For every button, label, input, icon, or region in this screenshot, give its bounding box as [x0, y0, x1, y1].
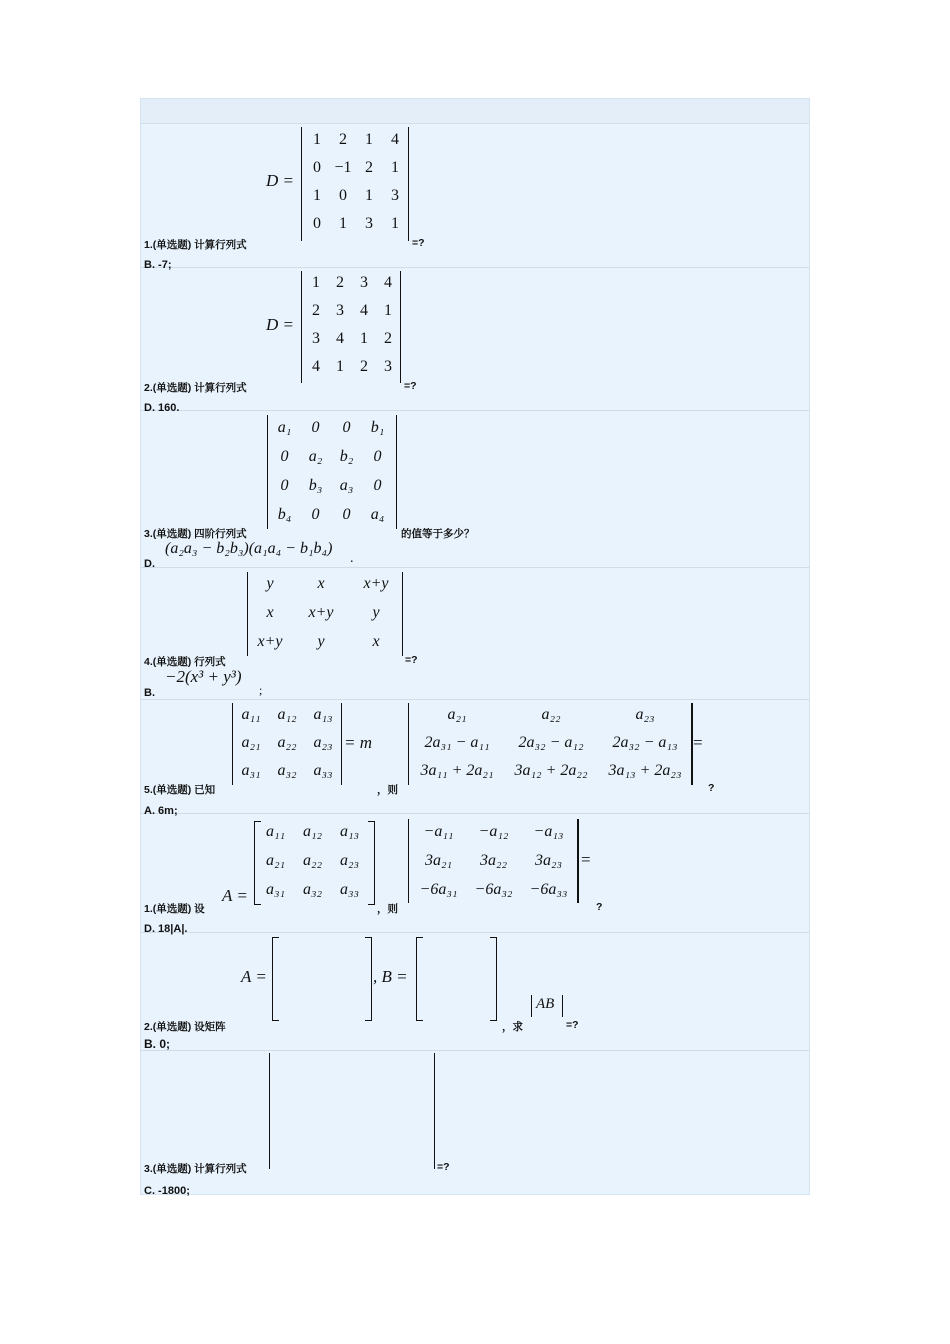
matrix-cell: a₂₃: [313, 734, 333, 751]
matrix-cell: 3: [312, 330, 320, 347]
matrix-cell: 4: [336, 330, 344, 347]
q2-label: 2.(单选题) 计算行列式: [144, 382, 247, 394]
q5-rhs-eq: =: [693, 733, 703, 752]
matrix-cell: a₂₂: [277, 734, 297, 751]
matrix-cell: 0: [280, 448, 289, 465]
matrix-cell: x: [372, 633, 380, 650]
q6-lhs: A =: [222, 886, 248, 905]
matrix-cell: a₂₂: [541, 706, 561, 723]
matrix-cell: 3: [336, 302, 344, 319]
matrix-cell: a₁₁: [265, 823, 286, 840]
q6-rhs-eq: =: [581, 850, 591, 869]
matrix-cell: −6a₃₃: [529, 881, 568, 898]
q6-label: 1.(单选题) 设: [144, 903, 205, 915]
q6-bracket-right: [368, 821, 375, 905]
question-panel: [140, 98, 810, 1195]
q6-mid: ，则: [377, 903, 398, 915]
matrix-cell: x+y: [257, 633, 283, 650]
q7-answer: B. 0;: [144, 1037, 171, 1051]
q3-answer-formula: (a₂a₃ − b₂b₃)(a₁a₄ − b₁b₄): [165, 540, 333, 557]
matrix-cell: a₃₁: [241, 762, 261, 779]
q7-bracket-b-right: [490, 937, 497, 1021]
matrix-cell: 3a₂₂: [479, 852, 508, 869]
q7-lhs-a: A =: [241, 967, 267, 986]
matrix-cell: 3a₁₃ + 2a₂₃: [608, 762, 682, 779]
q1-answer: B. -7;: [144, 259, 172, 271]
matrix-cell: 2: [336, 274, 344, 291]
q4-label: 4.(单选题) 行列式: [144, 656, 226, 668]
matrix-cell: −6a₃₂: [474, 881, 513, 898]
matrix-cell: a₃₁: [265, 881, 286, 898]
q7-label: 2.(单选题) 设矩阵: [144, 1021, 226, 1033]
matrix-cell: 2a₃₁ − a₁₁: [424, 734, 490, 751]
matrix-cell: 1: [384, 302, 392, 319]
matrix-cell: 1: [312, 274, 320, 291]
matrix-cell: y: [317, 633, 325, 650]
q3-label: 3.(单选题) 四阶行列式: [144, 528, 247, 540]
matrix-cell: 0: [342, 506, 351, 523]
matrix-cell: a₂₂: [302, 852, 323, 869]
matrix-cell: a₂₁: [265, 852, 286, 869]
matrix-cell: a₃₂: [277, 762, 297, 779]
matrix-cell: a₁₂: [302, 823, 323, 840]
matrix-cell: a₁₁: [241, 706, 261, 723]
matrix-cell: 2: [339, 131, 347, 148]
matrix-cell: b₂: [339, 448, 354, 465]
matrix-cell: 0: [342, 419, 351, 436]
matrix-cell: 2: [384, 330, 392, 347]
matrix-cell: 2: [312, 302, 320, 319]
matrix-cell: 3a₂₁: [424, 852, 453, 869]
q4-answer-suffix: ;: [259, 683, 263, 697]
matrix-cell: 3: [360, 274, 368, 291]
matrix-cell: −a₁₃: [533, 823, 564, 840]
matrix-cell: y: [372, 604, 380, 621]
separator: [141, 567, 809, 568]
q1-lhs: D =: [266, 171, 294, 190]
matrix-cell: a₁₃: [313, 706, 333, 723]
matrix-cell: a₄: [370, 506, 385, 523]
matrix-cell: −1: [334, 159, 352, 176]
q5-tail: ?: [708, 782, 715, 794]
separator: [141, 699, 809, 700]
matrix-cell: x: [317, 575, 325, 592]
separator: [141, 813, 809, 814]
matrix-cell: 3a₁₁ + 2a₂₁: [420, 762, 494, 779]
matrix-cell: 1: [336, 358, 344, 375]
q5-rhs-m: = m: [344, 733, 372, 752]
q7-bracket-b-left: [416, 937, 423, 1021]
q7-lhs-b: , B =: [373, 967, 408, 986]
q2-tail: =?: [404, 380, 417, 392]
matrix-cell: −a₁₁: [423, 823, 454, 840]
matrix-cell: 3: [365, 215, 373, 232]
q3-tail: 的值等于多少？: [401, 528, 475, 540]
matrix-cell: −6a₃₁: [419, 881, 458, 898]
matrix-cell: 0: [373, 477, 382, 494]
matrix-cell: 3: [384, 358, 392, 375]
q7-mid: ，求: [502, 1021, 523, 1033]
matrix-cell: 3: [391, 187, 399, 204]
matrix-cell: 3a₂₃: [534, 852, 563, 869]
q7-det-ab-text: AB: [536, 996, 555, 1012]
matrix-cell: 0: [311, 506, 320, 523]
separator: [141, 932, 809, 933]
separator: [141, 410, 809, 411]
matrix-cell: 4: [312, 358, 320, 375]
q7-tail: =?: [566, 1019, 579, 1031]
matrix-cell: 1: [313, 131, 321, 148]
matrix-cell: x+y: [308, 604, 334, 621]
q4-answer-prefix: B.: [144, 687, 155, 699]
panel-header-bar: [141, 99, 809, 124]
matrix-cell: 2: [360, 358, 368, 375]
separator: [141, 267, 809, 268]
matrix-cell: a₃₃: [313, 762, 333, 779]
matrix-cell: a₁₂: [277, 706, 297, 723]
q4-answer-formula: −2(x³ + y³): [165, 667, 242, 686]
matrix-cell: 1: [365, 131, 373, 148]
matrix-cell: 2: [365, 159, 373, 176]
q8-label: 3.(单选题) 计算行列式: [144, 1163, 247, 1175]
q8-tail: =?: [437, 1161, 450, 1173]
matrix-cell: a₂: [308, 448, 323, 465]
matrix-cell: b₁: [370, 419, 385, 436]
q5-label: 5.(单选题) 已知: [144, 784, 216, 796]
q8-determinant: [269, 1053, 435, 1169]
matrix-cell: 1: [391, 159, 399, 176]
matrix-cell: a₂₃: [635, 706, 655, 723]
q2-answer: D. 160.: [144, 402, 180, 414]
matrix-cell: −a₁₂: [478, 823, 509, 840]
matrix-cell: 2a₃₂ − a₁₃: [612, 734, 678, 751]
q8-answer: C. -1800;: [144, 1185, 190, 1197]
matrix-cell: a₃₃: [339, 881, 360, 898]
matrix-cell: 1: [313, 187, 321, 204]
q2-lhs: D =: [266, 315, 294, 334]
q1-tail: =?: [412, 237, 425, 249]
q1-label: 1.(单选题) 计算行列式: [144, 239, 247, 251]
matrix-cell: 3a₁₂ + 2a₂₂: [514, 762, 588, 779]
matrix-cell: x+y: [363, 575, 389, 592]
matrix-cell: b₃: [308, 477, 323, 494]
q7-bracket-a-left: [272, 937, 279, 1021]
matrix-cell: 4: [360, 302, 368, 319]
matrix-cell: 0: [311, 419, 320, 436]
matrix-cell: b₄: [277, 506, 292, 523]
matrix-cell: 2a₃₂ − a₁₂: [518, 734, 584, 751]
separator: [141, 1050, 809, 1051]
q6-tail: ?: [596, 901, 603, 913]
q5-answer: A. 6m;: [144, 805, 178, 817]
q3-answer-suffix: .: [350, 551, 354, 566]
matrix-cell: 4: [384, 274, 392, 291]
matrix-cell: y: [266, 575, 274, 592]
matrix-cell: a₁₃: [339, 823, 360, 840]
q5-mid: ，则: [377, 784, 398, 796]
matrix-cell: 4: [391, 131, 399, 148]
q4-tail: =?: [405, 654, 418, 666]
matrix-cell: 1: [339, 215, 347, 232]
q3-answer-prefix: D.: [144, 558, 155, 570]
matrix-cell: 1: [360, 330, 368, 347]
matrix-cell: a₂₁: [447, 706, 467, 723]
matrix-cell: 0: [313, 215, 321, 232]
matrix-cell: a₂₃: [339, 852, 360, 869]
matrix-cell: 0: [313, 159, 321, 176]
matrix-cell: a₂₁: [241, 734, 261, 751]
matrix-cell: a₁: [277, 419, 292, 436]
matrix-cell: 0: [373, 448, 382, 465]
matrix-cell: a₃₂: [302, 881, 323, 898]
matrix-cell: 0: [339, 187, 347, 204]
matrix-cell: x: [266, 604, 274, 621]
q7-bracket-a-right: [365, 937, 372, 1021]
matrix-cell: 0: [280, 477, 289, 494]
matrix-cell: 1: [391, 215, 399, 232]
matrix-cell: 1: [365, 187, 373, 204]
matrix-cell: a₃: [339, 477, 354, 494]
q6-answer: D. 18|A|.: [144, 923, 188, 935]
